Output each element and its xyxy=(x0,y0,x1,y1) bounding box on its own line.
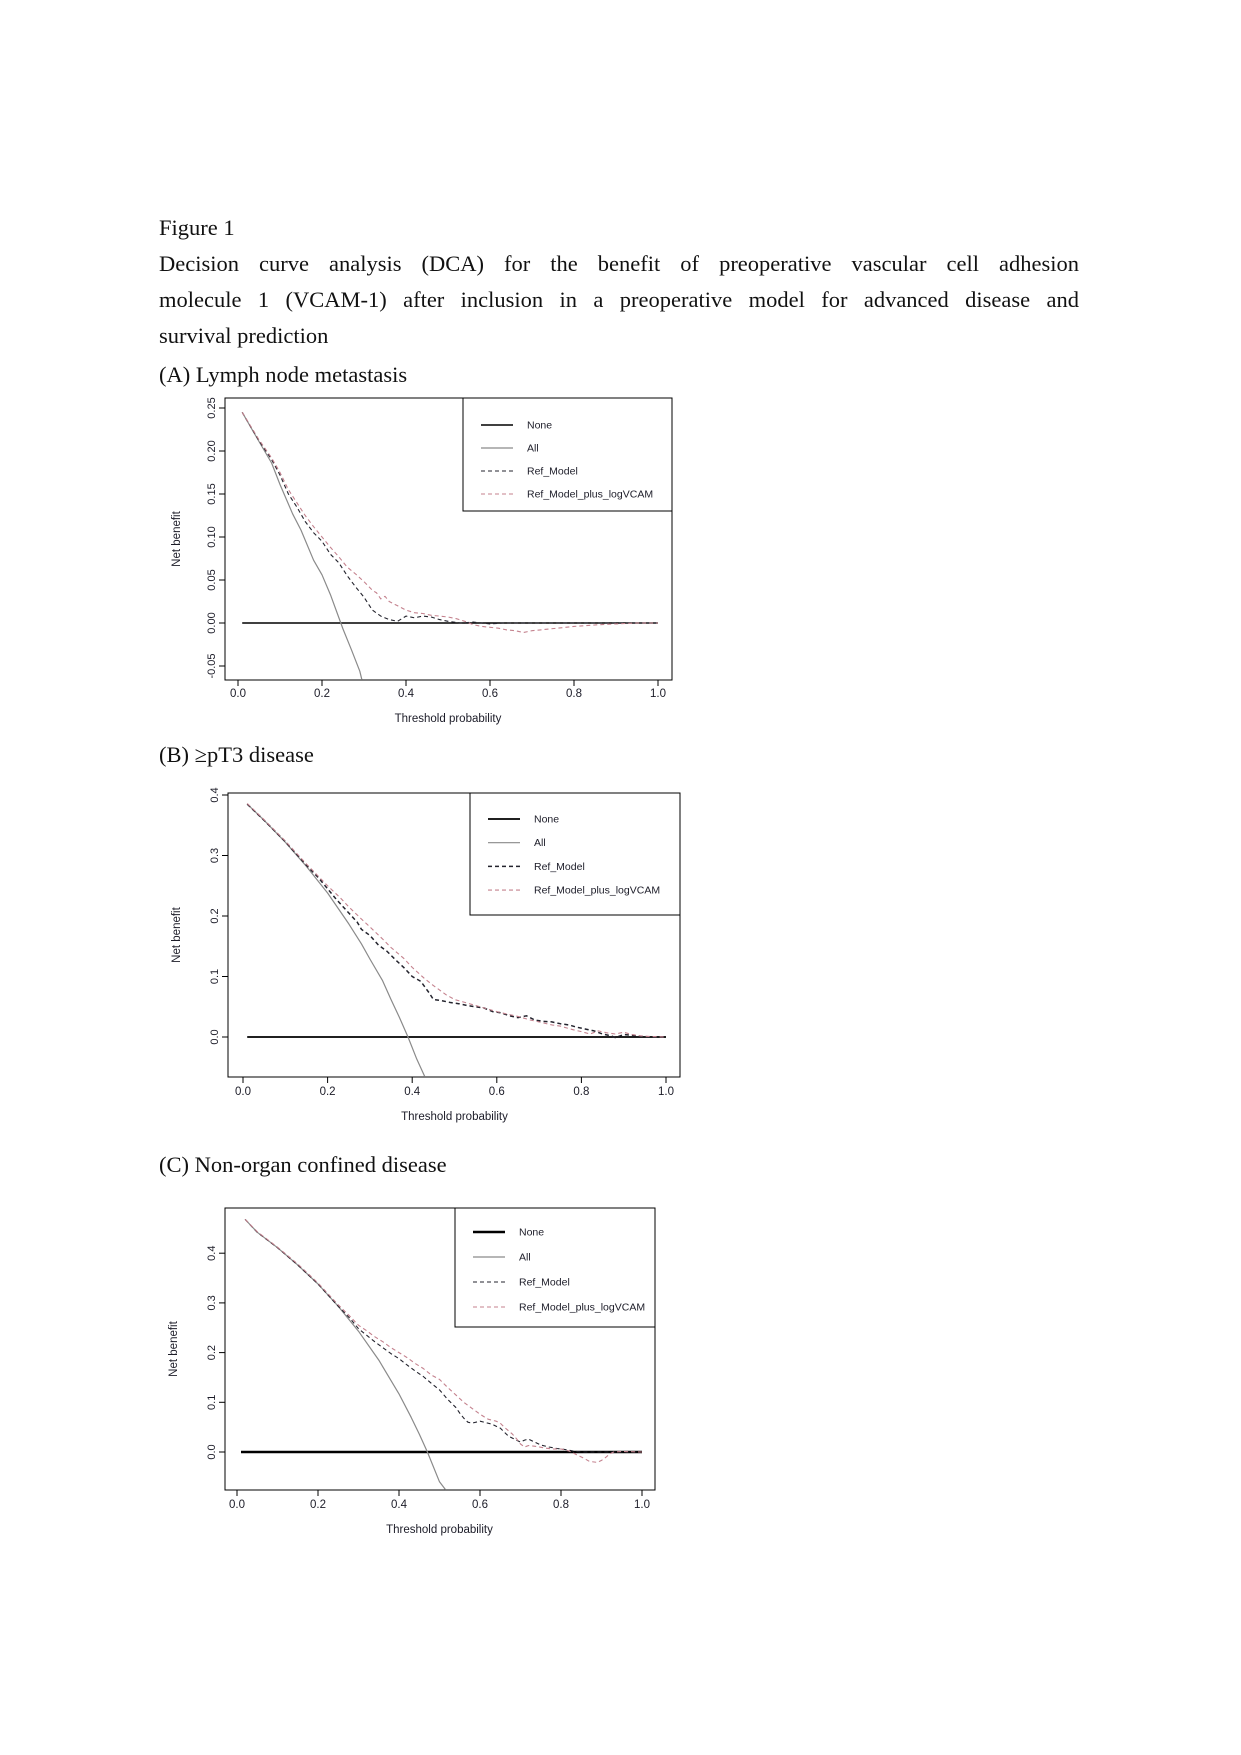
dca-chart-non-organ-confined xyxy=(150,1200,695,1548)
panel-label-b: (B) ≥pT3 disease xyxy=(159,742,314,767)
x-tick-label: 1.0 xyxy=(650,688,666,700)
caption-line-2: molecule 1 (VCAM-1) after inclusion in a preoperative model for advanced disease and xyxy=(159,287,1079,312)
x-tick-label: 0.8 xyxy=(566,688,582,700)
x-tick-label: 0.8 xyxy=(553,1499,569,1511)
x-tick-label: 0.4 xyxy=(404,1086,421,1098)
x-axis xyxy=(235,1077,674,1098)
x-tick-label: 0.0 xyxy=(230,688,246,700)
figure-label: Figure 1 xyxy=(159,215,235,240)
x-tick-label: 0.8 xyxy=(573,1086,590,1098)
series-all xyxy=(247,804,425,1077)
panel-label-a: (A) Lymph node metastasis xyxy=(159,362,408,387)
x-axis-title: Threshold probability xyxy=(401,1111,508,1123)
y-axis xyxy=(209,787,228,1044)
legend xyxy=(470,793,680,915)
y-tick-label: -0.05 xyxy=(206,653,218,679)
y-tick-label: 0.25 xyxy=(206,397,218,419)
y-axis xyxy=(206,397,225,678)
legend-label: Ref_Model_plus_logVCAM xyxy=(534,884,661,897)
x-tick-label: 0.6 xyxy=(488,1086,505,1098)
series-all xyxy=(242,412,362,680)
x-axis xyxy=(230,680,666,700)
y-tick-label: 0.2 xyxy=(206,1344,218,1361)
y-tick-label: 0.3 xyxy=(206,1295,218,1311)
dca-chart-lymph-node-metastasis xyxy=(150,388,695,736)
x-tick-label: 0.2 xyxy=(319,1086,336,1098)
legend-label: Ref_Model xyxy=(534,860,585,873)
x-tick-label: 1.0 xyxy=(634,1499,650,1511)
y-tick-label: 0.05 xyxy=(206,569,218,591)
legend-label: Ref_Model xyxy=(527,465,578,478)
x-tick-label: 0.4 xyxy=(391,1499,407,1511)
legend-label: All xyxy=(534,837,546,850)
legend xyxy=(455,1208,655,1327)
y-tick-label: 0.4 xyxy=(209,787,221,803)
y-axis xyxy=(206,1246,225,1460)
x-tick-label: 0.0 xyxy=(235,1086,251,1098)
legend-label: None xyxy=(519,1226,545,1239)
caption-line-1: Decision curve analysis (DCA) for the benefit of preoperative vascular cell adhesion xyxy=(159,251,1079,276)
legend xyxy=(463,398,672,511)
x-tick-label: 0.4 xyxy=(398,688,414,700)
x-tick-label: 0.2 xyxy=(314,688,330,700)
y-axis-title: Net benefit xyxy=(168,1321,180,1377)
x-axis-title: Threshold probability xyxy=(386,1524,493,1536)
x-tick-label: 0.0 xyxy=(229,1499,245,1511)
y-tick-label: 0.1 xyxy=(209,968,221,985)
y-tick-label: 0.2 xyxy=(209,908,221,924)
panel-label-c: (C) Non-organ confined disease xyxy=(159,1152,447,1177)
x-axis xyxy=(229,1490,650,1511)
legend-label: None xyxy=(534,813,560,826)
legend-label: All xyxy=(519,1251,531,1264)
legend-box xyxy=(470,793,680,915)
dca-chart-pt3-disease xyxy=(150,783,695,1135)
y-tick-label: 0.0 xyxy=(206,1444,218,1460)
legend-label: None xyxy=(527,419,553,432)
legend-label: Ref_Model_plus_logVCAM xyxy=(519,1301,646,1314)
y-tick-label: 0.3 xyxy=(209,847,221,864)
legend-label: Ref_Model_plus_logVCAM xyxy=(527,488,654,501)
y-tick-label: 0.10 xyxy=(206,526,218,548)
y-tick-label: 0.15 xyxy=(206,483,218,505)
y-tick-label: 0.4 xyxy=(206,1245,218,1261)
x-axis-title: Threshold probability xyxy=(394,713,502,725)
x-tick-label: 0.2 xyxy=(310,1499,326,1511)
x-tick-label: 0.6 xyxy=(472,1499,488,1511)
legend-label: Ref_Model xyxy=(519,1276,570,1289)
y-tick-label: 0.00 xyxy=(206,612,218,634)
y-axis-title: Net benefit xyxy=(171,907,183,963)
x-tick-label: 0.6 xyxy=(482,688,498,700)
y-tick-label: 0.1 xyxy=(206,1394,218,1410)
y-tick-label: 0.0 xyxy=(209,1029,221,1045)
series-all xyxy=(245,1219,446,1489)
caption-line-3: survival prediction xyxy=(159,323,329,348)
legend-label: All xyxy=(527,442,539,455)
y-axis-title: Net benefit xyxy=(171,511,183,567)
x-tick-label: 1.0 xyxy=(658,1086,674,1098)
y-tick-label: 0.20 xyxy=(206,440,218,462)
figure-caption-block xyxy=(159,210,1079,354)
